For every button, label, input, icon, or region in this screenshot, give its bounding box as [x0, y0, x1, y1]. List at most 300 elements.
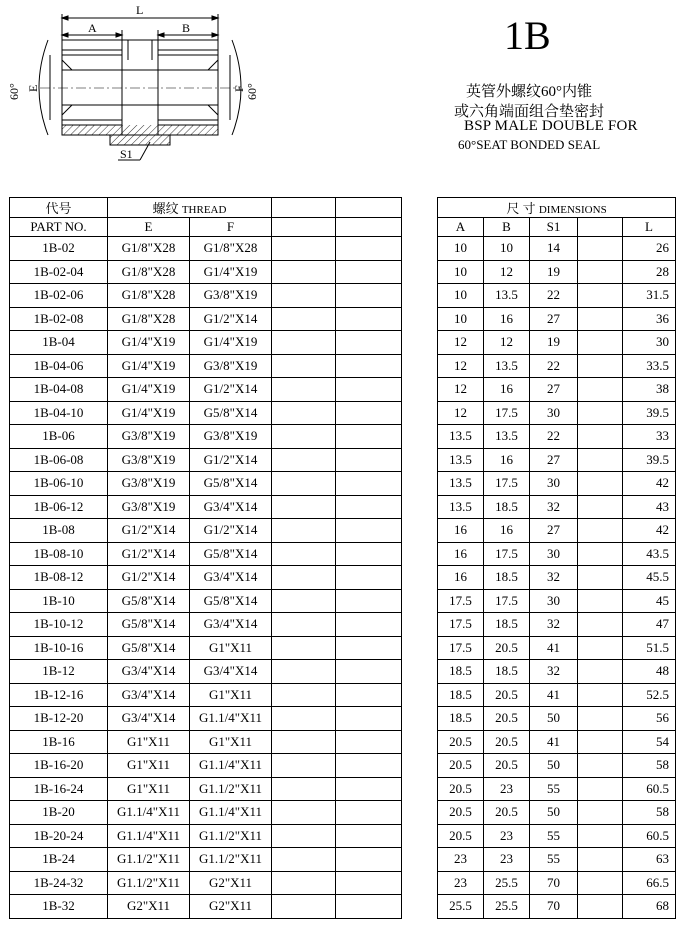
gap-cell [402, 237, 438, 261]
thread-e-cell: G1/4"X19 [108, 401, 190, 425]
blank-cell [336, 848, 402, 872]
thread-e-cell: G1/8"X28 [108, 237, 190, 261]
dim-b-cell: 18.5 [484, 495, 530, 519]
thread-e-cell: G3/4"X14 [108, 707, 190, 731]
dim-l-cell: 66.5 [623, 871, 676, 895]
dim-a-cell: 10 [438, 284, 484, 308]
dim-b-cell: 18.5 [484, 660, 530, 684]
blank-cell [578, 613, 623, 637]
dim-b-cell: 20.5 [484, 636, 530, 660]
gap-cell [402, 472, 438, 496]
dim-a-cell: 20.5 [438, 730, 484, 754]
part-number-cell: 1B-02 [10, 237, 108, 261]
thread-f-cell: G3/8"X19 [190, 354, 272, 378]
dim-b-cell: 17.5 [484, 401, 530, 425]
blank-cell [272, 448, 336, 472]
dim-l-cell: 26 [623, 237, 676, 261]
thread-e-cell: G1.1/2"X11 [108, 871, 190, 895]
header-col-b: B [484, 218, 530, 237]
product-code: 1B [504, 13, 551, 58]
dim-a-cell: 16 [438, 542, 484, 566]
dim-l-cell: 52.5 [623, 683, 676, 707]
part-number-cell: 1B-02-08 [10, 307, 108, 331]
table-row [10, 307, 676, 331]
gap-cell [402, 448, 438, 472]
dim-b-cell: 16 [484, 378, 530, 402]
dim-b-cell: 20.5 [484, 683, 530, 707]
dim-l-cell: 31.5 [623, 284, 676, 308]
thread-e-cell: G1/2"X14 [108, 519, 190, 543]
blank-cell [578, 683, 623, 707]
header-dimensions [438, 198, 676, 218]
gap-cell [402, 871, 438, 895]
dim-a-cell: 12 [438, 401, 484, 425]
gap-cell [402, 354, 438, 378]
dim-a-cell: 20.5 [438, 824, 484, 848]
table-row [10, 472, 676, 496]
dim-s1-cell: 55 [530, 824, 578, 848]
thread-f-cell: G3/4"X14 [190, 613, 272, 637]
blank-cell [336, 707, 402, 731]
dim-a-cell: 17.5 [438, 589, 484, 613]
dim-l-cell: 39.5 [623, 448, 676, 472]
header-dim-en: DIMENSIONS [538, 204, 607, 216]
gap-cell [402, 824, 438, 848]
part-number-cell: 1B-02-06 [10, 284, 108, 308]
blank-cell [336, 425, 402, 449]
dim-s1-cell: 22 [530, 425, 578, 449]
dim-l-cell: 42 [623, 472, 676, 496]
dim-s1-cell: 30 [530, 472, 578, 496]
thread-e-cell: G1/4"X19 [108, 378, 190, 402]
thread-f-cell: G5/8"X14 [190, 542, 272, 566]
thread-e-cell: G5/8"X14 [108, 589, 190, 613]
dim-a-cell: 13.5 [438, 495, 484, 519]
blank-cell [578, 566, 623, 590]
blank-cell [578, 331, 623, 355]
dim-s1-cell: 32 [530, 495, 578, 519]
label-angle-right: 60° [245, 83, 259, 100]
blank-cell [272, 401, 336, 425]
gap-cell [402, 307, 438, 331]
header-part-en: PART NO. [10, 218, 108, 237]
gap-cell [402, 613, 438, 637]
thread-f-cell: G1/2"X14 [190, 307, 272, 331]
dim-a-cell: 23 [438, 848, 484, 872]
label-angle-left: 60° [7, 83, 21, 100]
table-row [10, 260, 676, 284]
blank-cell [578, 824, 623, 848]
dim-a-cell: 25.5 [438, 895, 484, 919]
blank-cell [272, 425, 336, 449]
blank-cell [272, 730, 336, 754]
thread-e-cell: G1.1/2"X11 [108, 848, 190, 872]
blank-cell [578, 495, 623, 519]
thread-f-cell: G2"X11 [190, 895, 272, 919]
thread-e-cell: G3/8"X19 [108, 448, 190, 472]
blank-cell [336, 237, 402, 261]
blank-cell [272, 636, 336, 660]
blank-cell [272, 260, 336, 284]
dim-l-cell: 38 [623, 378, 676, 402]
blank-cell [578, 378, 623, 402]
blank-cell [272, 589, 336, 613]
blank-cell [578, 848, 623, 872]
dim-a-cell: 12 [438, 354, 484, 378]
thread-e-cell: G3/8"X19 [108, 472, 190, 496]
blank-cell [578, 660, 623, 684]
part-number-cell: 1B-10-12 [10, 613, 108, 637]
gap-cell [402, 636, 438, 660]
table-row [10, 683, 676, 707]
dim-s1-cell: 50 [530, 754, 578, 778]
blank-cell [272, 613, 336, 637]
part-number-cell: 1B-06-12 [10, 495, 108, 519]
table-row [10, 495, 676, 519]
blank-cell [336, 801, 402, 825]
thread-e-cell: G1/2"X14 [108, 566, 190, 590]
blank-cell [578, 354, 623, 378]
gap-cell [402, 519, 438, 543]
table-row [10, 378, 676, 402]
blank-cell [578, 472, 623, 496]
dim-b-cell: 20.5 [484, 801, 530, 825]
dim-l-cell: 54 [623, 730, 676, 754]
dim-b-cell: 25.5 [484, 871, 530, 895]
thread-f-cell: G1/2"X14 [190, 519, 272, 543]
blank-cell [336, 378, 402, 402]
thread-f-cell: G1/8"X28 [190, 237, 272, 261]
blank-cell [272, 519, 336, 543]
dim-l-cell: 58 [623, 801, 676, 825]
thread-f-cell: G1/2"X14 [190, 448, 272, 472]
blank-cell [336, 566, 402, 590]
blank-cell [578, 260, 623, 284]
part-number-cell: 1B-12-16 [10, 683, 108, 707]
dim-b-cell: 16 [484, 448, 530, 472]
description-en-2: 60°SEAT BONDED SEAL [458, 137, 601, 152]
table-row [10, 730, 676, 754]
part-number-cell: 1B-06-10 [10, 472, 108, 496]
dim-b-cell: 12 [484, 260, 530, 284]
table-row [10, 448, 676, 472]
part-number-cell: 1B-06-08 [10, 448, 108, 472]
dim-a-cell: 10 [438, 260, 484, 284]
thread-e-cell: G1/8"X28 [108, 307, 190, 331]
label-l: L [136, 3, 144, 17]
dim-s1-cell: 70 [530, 871, 578, 895]
thread-e-cell: G1"X11 [108, 730, 190, 754]
gap-cell [402, 730, 438, 754]
table-row [10, 237, 676, 261]
dim-b-cell: 17.5 [484, 589, 530, 613]
thread-e-cell: G3/8"X19 [108, 425, 190, 449]
gap-cell [402, 542, 438, 566]
blank-cell [578, 636, 623, 660]
thread-e-cell: G1"X11 [108, 754, 190, 778]
part-number-cell: 1B-10-16 [10, 636, 108, 660]
part-number-cell: 1B-32 [10, 895, 108, 919]
gap-cell [402, 331, 438, 355]
thread-e-cell: G1/2"X14 [108, 542, 190, 566]
dim-b-cell: 13.5 [484, 425, 530, 449]
dim-s1-cell: 30 [530, 542, 578, 566]
blank-cell [336, 589, 402, 613]
gap-cell [402, 378, 438, 402]
thread-f-cell: G5/8"X14 [190, 401, 272, 425]
thread-f-cell: G1.1/4"X11 [190, 801, 272, 825]
dim-a-cell: 17.5 [438, 613, 484, 637]
dim-b-cell: 16 [484, 307, 530, 331]
dim-s1-cell: 27 [530, 307, 578, 331]
dim-l-cell: 56 [623, 707, 676, 731]
blank-cell [272, 754, 336, 778]
blank-cell [578, 801, 623, 825]
table-row [10, 331, 676, 355]
dim-s1-cell: 41 [530, 730, 578, 754]
dim-a-cell: 18.5 [438, 683, 484, 707]
dim-s1-cell: 27 [530, 448, 578, 472]
blank-cell [336, 448, 402, 472]
blank-cell [578, 425, 623, 449]
table-row [10, 707, 676, 731]
dim-s1-cell: 30 [530, 589, 578, 613]
dim-b-cell: 25.5 [484, 895, 530, 919]
blank-cell [336, 307, 402, 331]
table-row [10, 589, 676, 613]
header-col-f: F [190, 218, 272, 237]
blank-cell [336, 401, 402, 425]
blank-cell [578, 448, 623, 472]
gap-cell [402, 284, 438, 308]
table-row [10, 425, 676, 449]
thread-e-cell: G1.1/4"X11 [108, 801, 190, 825]
dim-l-cell: 58 [623, 754, 676, 778]
dim-s1-cell: 55 [530, 848, 578, 872]
dim-l-cell: 42 [623, 519, 676, 543]
thread-f-cell: G5/8"X14 [190, 472, 272, 496]
dim-b-cell: 23 [484, 777, 530, 801]
dim-l-cell: 63 [623, 848, 676, 872]
table-row [10, 824, 676, 848]
table-row [10, 636, 676, 660]
blank-cell [336, 683, 402, 707]
table-row [10, 895, 676, 919]
blank-cell [336, 354, 402, 378]
table-row [10, 848, 676, 872]
part-number-cell: 1B-12 [10, 660, 108, 684]
table-row [10, 613, 676, 637]
thread-e-cell: G5/8"X14 [108, 636, 190, 660]
part-number-cell: 1B-16 [10, 730, 108, 754]
label-s1: S1 [120, 147, 133, 161]
blank-cell [578, 307, 623, 331]
gap-cell [402, 754, 438, 778]
dim-l-cell: 30 [623, 331, 676, 355]
thread-e-cell: G1/8"X28 [108, 260, 190, 284]
dim-b-cell: 17.5 [484, 542, 530, 566]
header-row-2 [10, 218, 676, 237]
dim-s1-cell: 30 [530, 401, 578, 425]
blank-cell [578, 777, 623, 801]
part-number-cell: 1B-08 [10, 519, 108, 543]
dim-l-cell: 51.5 [623, 636, 676, 660]
blank-cell [272, 566, 336, 590]
dim-l-cell: 39.5 [623, 401, 676, 425]
blank-cell [272, 871, 336, 895]
thread-f-cell: G1/2"X14 [190, 378, 272, 402]
dim-l-cell: 47 [623, 613, 676, 637]
dim-s1-cell: 50 [530, 801, 578, 825]
blank-cell [578, 871, 623, 895]
part-number-cell: 1B-04-08 [10, 378, 108, 402]
dim-b-cell: 13.5 [484, 284, 530, 308]
dim-a-cell: 23 [438, 871, 484, 895]
blank-cell [336, 284, 402, 308]
part-number-cell: 1B-08-10 [10, 542, 108, 566]
blank-cell [578, 589, 623, 613]
description-cn-1: 英管外螺纹60°内锥 [466, 84, 592, 100]
blank-cell [336, 495, 402, 519]
part-number-cell: 1B-02-04 [10, 260, 108, 284]
dim-a-cell: 20.5 [438, 754, 484, 778]
gap-cell [402, 848, 438, 872]
part-number-cell: 1B-12-20 [10, 707, 108, 731]
header-thread-cn: 螺纹 [152, 201, 179, 216]
blank-cell [272, 848, 336, 872]
gap-cell [402, 707, 438, 731]
blank-cell [336, 895, 402, 919]
thread-f-cell: G3/8"X19 [190, 425, 272, 449]
dim-a-cell: 12 [438, 331, 484, 355]
gap-cell [402, 566, 438, 590]
blank-cell [272, 683, 336, 707]
part-number-cell: 1B-08-12 [10, 566, 108, 590]
thread-f-cell: G1.1/2"X11 [190, 824, 272, 848]
dim-b-cell: 13.5 [484, 354, 530, 378]
blank-cell [336, 730, 402, 754]
dim-s1-cell: 32 [530, 660, 578, 684]
blank-cell [336, 519, 402, 543]
dim-s1-cell: 22 [530, 284, 578, 308]
dim-s1-cell: 32 [530, 566, 578, 590]
gap-cell [402, 683, 438, 707]
part-number-cell: 1B-10 [10, 589, 108, 613]
thread-e-cell: G3/4"X14 [108, 683, 190, 707]
blank-cell [336, 660, 402, 684]
dim-b-cell: 10 [484, 237, 530, 261]
blank-cell [272, 331, 336, 355]
part-number-cell: 1B-24 [10, 848, 108, 872]
dim-b-cell: 23 [484, 848, 530, 872]
thread-f-cell: G2"X11 [190, 871, 272, 895]
table-row [10, 284, 676, 308]
dim-s1-cell: 41 [530, 683, 578, 707]
dim-s1-cell: 55 [530, 777, 578, 801]
blank-cell [272, 472, 336, 496]
label-a: A [88, 21, 97, 35]
gap-cell [402, 895, 438, 919]
description-cn-2: 或六角端面组合垫密封 [454, 104, 605, 120]
blank-cell [578, 895, 623, 919]
blank-cell [336, 754, 402, 778]
thread-e-cell: G1/4"X19 [108, 354, 190, 378]
fitting-drawing [0, 0, 290, 180]
thread-f-cell: G1"X11 [190, 683, 272, 707]
thread-f-cell: G3/4"X14 [190, 495, 272, 519]
dim-a-cell: 20.5 [438, 801, 484, 825]
part-number-cell: 1B-24-32 [10, 871, 108, 895]
dim-s1-cell: 19 [530, 260, 578, 284]
thread-f-cell: G3/4"X14 [190, 660, 272, 684]
part-number-cell: 1B-20-24 [10, 824, 108, 848]
dim-l-cell: 36 [623, 307, 676, 331]
blank-cell [272, 307, 336, 331]
dim-l-cell: 48 [623, 660, 676, 684]
table-row [10, 801, 676, 825]
blank-cell [336, 331, 402, 355]
blank-cell [272, 354, 336, 378]
header-col-l: L [623, 218, 676, 237]
dim-s1-cell: 22 [530, 354, 578, 378]
table-row [10, 777, 676, 801]
dim-b-cell: 12 [484, 331, 530, 355]
table-row [10, 354, 676, 378]
thread-e-cell: G3/8"X19 [108, 495, 190, 519]
thread-f-cell: G1/4"X19 [190, 260, 272, 284]
part-number-cell: 1B-04-06 [10, 354, 108, 378]
gap-cell [402, 801, 438, 825]
dim-a-cell: 12 [438, 378, 484, 402]
dim-a-cell: 18.5 [438, 707, 484, 731]
dim-l-cell: 43 [623, 495, 676, 519]
part-number-cell: 1B-04-10 [10, 401, 108, 425]
dim-b-cell: 20.5 [484, 754, 530, 778]
dim-b-cell: 20.5 [484, 730, 530, 754]
part-number-cell: 1B-16-20 [10, 754, 108, 778]
header-thread-en: THREAD [181, 204, 227, 216]
dim-b-cell: 18.5 [484, 566, 530, 590]
blank-cell [336, 472, 402, 496]
part-number-cell: 1B-04 [10, 331, 108, 355]
dim-a-cell: 18.5 [438, 660, 484, 684]
dim-l-cell: 28 [623, 260, 676, 284]
dim-b-cell: 17.5 [484, 472, 530, 496]
gap-cell [402, 425, 438, 449]
dim-s1-cell: 41 [530, 636, 578, 660]
dim-l-cell: 60.5 [623, 777, 676, 801]
dim-b-cell: 20.5 [484, 707, 530, 731]
header-col-s1: S1 [530, 218, 578, 237]
header-dim-cn: 尺 寸 [506, 201, 536, 216]
blank-cell [578, 284, 623, 308]
dim-a-cell: 20.5 [438, 777, 484, 801]
blank-cell [336, 542, 402, 566]
blank-cell [578, 754, 623, 778]
dim-l-cell: 45 [623, 589, 676, 613]
header-row-1 [10, 198, 676, 218]
dim-b-cell: 16 [484, 519, 530, 543]
blank-cell [272, 495, 336, 519]
blank-cell [336, 260, 402, 284]
blank-cell [272, 824, 336, 848]
thread-f-cell: G1"X11 [190, 636, 272, 660]
blank-cell [578, 519, 623, 543]
blank-cell [272, 707, 336, 731]
dim-a-cell: 13.5 [438, 472, 484, 496]
blank-cell [578, 707, 623, 731]
blank-cell [578, 542, 623, 566]
